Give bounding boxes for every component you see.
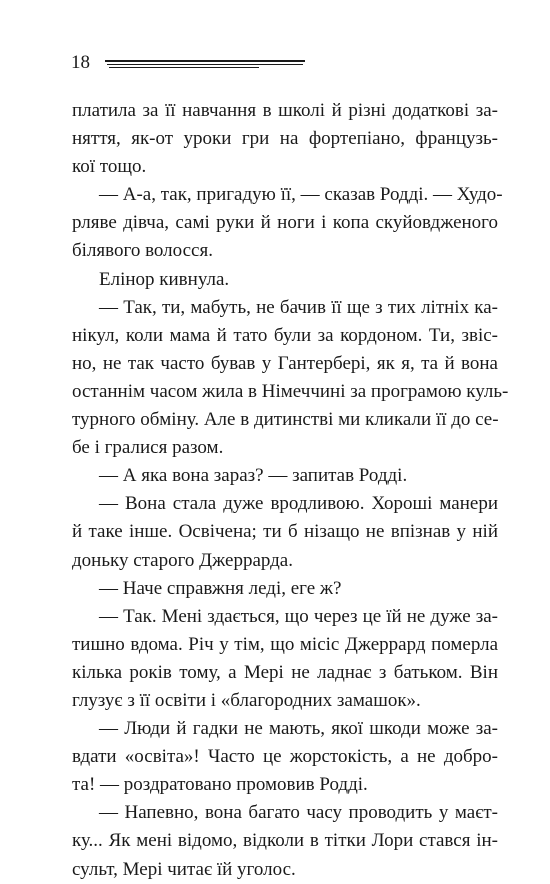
page-number: 18 — [71, 52, 90, 73]
text-line: глузує з її освіти і «благородних замашок». — [72, 689, 421, 711]
text-line: вдати «освіта»! Часто це жорстокість, а не добро- — [72, 746, 498, 768]
header-rule — [109, 67, 259, 68]
text-line: но, не так часто бував у Гантербері, як я, та й вона — [72, 352, 498, 374]
text-line: — Наче справжня леді, еге ж? — [99, 577, 342, 599]
text-line: та! — роздратовано промовив Родді. — [72, 774, 368, 796]
text-line: кілька років тому, а Мері не ладнає з батьком. Він — [72, 661, 498, 683]
text-line: — Так. Мені здається, що через це їй не дуже за- — [99, 605, 498, 627]
text-line: доньку старого Джеррарда. — [72, 549, 293, 571]
text-line: — Так, ти, мабуть, не бачив її ще з тих літніх ка- — [99, 296, 498, 318]
text-line: сульт, Мері читає їй уголос. — [72, 858, 296, 880]
text-line: Елінор кивнула. — [99, 268, 230, 290]
text-line: — Люди й гадки не мають, якої шкоди може за- — [99, 718, 498, 740]
page-header — [71, 52, 311, 74]
body-text — [72, 97, 509, 884]
text-line: кої тощо. — [72, 156, 147, 178]
text-line: — А-а, так, пригадую її, — сказав Родді. — Худо- — [99, 184, 503, 206]
text-line: нікул, коли мама й тато були за кордоном. Ти, звіс- — [72, 324, 498, 346]
header-rule — [105, 60, 305, 62]
text-line: турного обміну. Але в дитинстві ми кликали її до се- — [72, 409, 499, 431]
text-line: — Напевно, вона багато часу проводить у маєт- — [99, 802, 498, 824]
text-line: — Вона стала дуже вродливою. Хороші манери — [99, 493, 498, 515]
text-line: бе і гралися разом. — [72, 437, 224, 459]
text-line: рляве дівча, самі руки й ноги і копа скуйовдженого — [72, 212, 498, 234]
text-line: білявого волосся. — [72, 240, 213, 262]
text-line: останнім часом жила в Німеччині за програмою куль- — [72, 380, 509, 402]
header-rule — [107, 64, 303, 65]
text-line: няття, як-от уроки гри на фортепіано, французь- — [72, 128, 498, 150]
text-line: й таке інше. Освічена; ти б нізащо не впізнав у ній — [72, 521, 498, 543]
text-line: — А яка вона зараз? — запитав Родді. — [99, 465, 408, 487]
text-line: тишно вдома. Річ у тім, що місіс Джеррард померла — [72, 633, 498, 655]
text-line: ку... Як мені відомо, відколи в тітки Лори стався ін- — [72, 830, 498, 852]
text-line: платила за її навчання в школі й різні додаткові за- — [72, 100, 498, 121]
